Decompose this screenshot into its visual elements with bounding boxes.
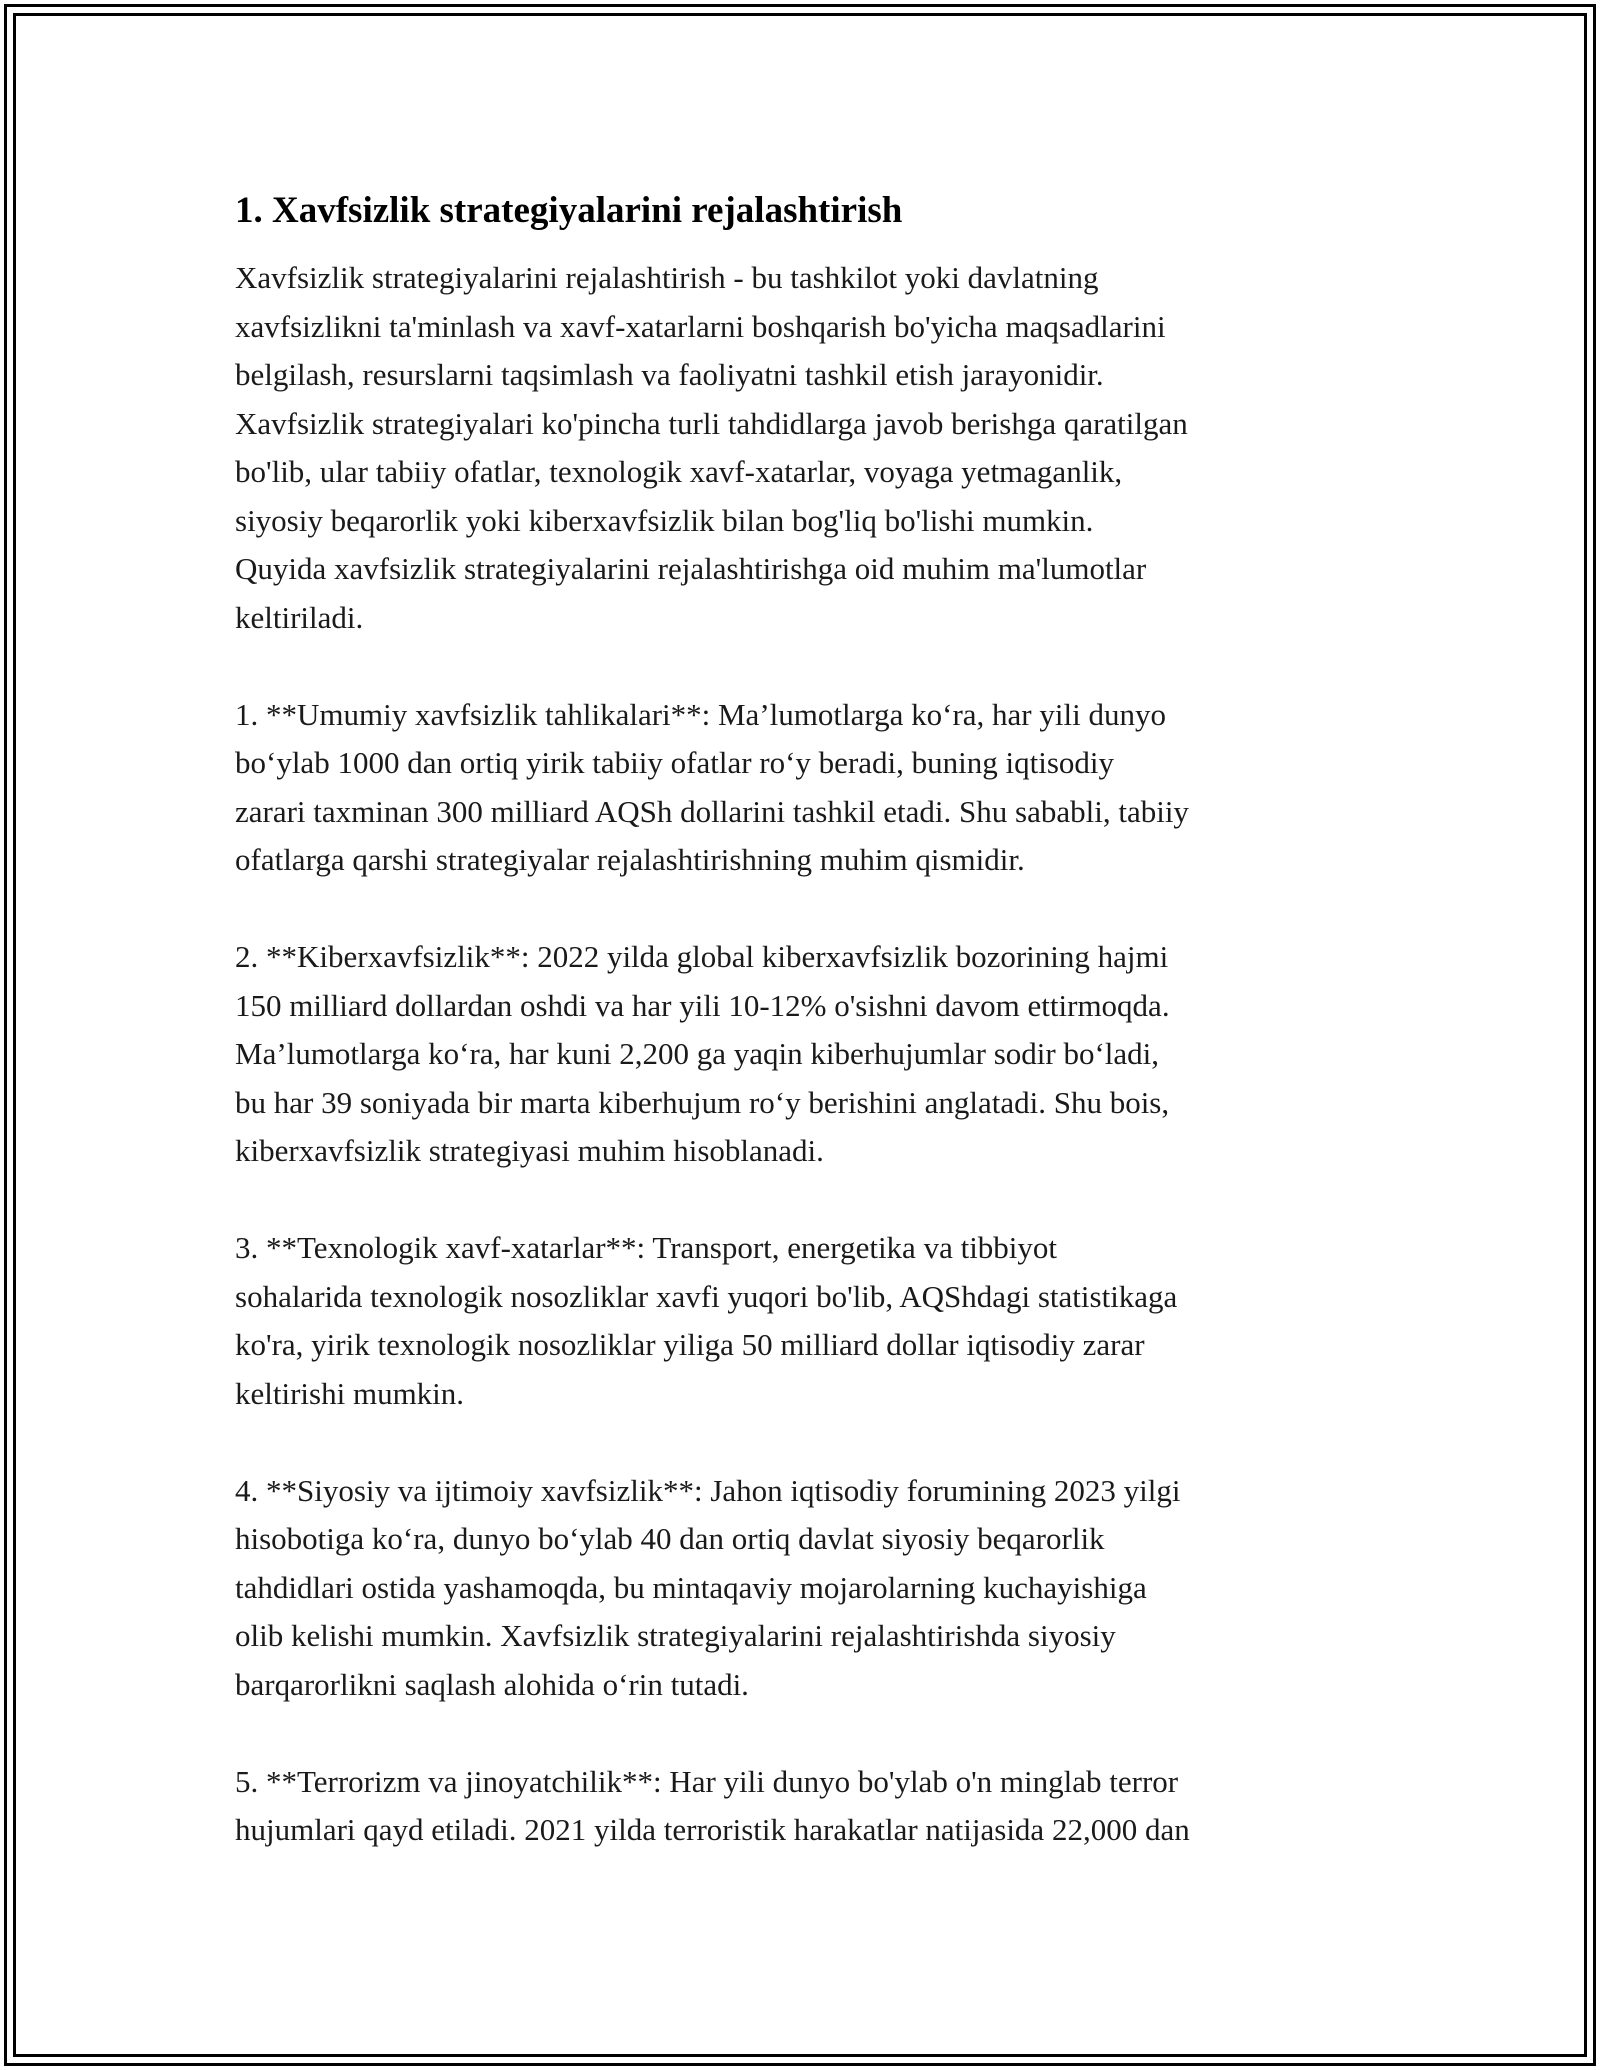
document-body [235,186,1395,1855]
section-title: 1. Xavfsizlik strategiyalarini rejalashtirish [235,190,903,231]
list-item-general-threats: 1. **Umumiy xavfsizlik tahlikalari**: Ma’lumotlarga koʻra, har yili dunyo boʻylab 1000 dan ortiq yirik tabiiy ofatlar roʻy beradi, buning iqtisodiy zarari taxminan 300 milliard AQSh dollarini tashkil etadi. Shu sababli, tabiiy ofatlarga qarshi strategiyalar rejalashtirishning muhim qismidir. [235,696,1189,877]
list-item-political-social-security: 4. **Siyosiy va ijtimoiy xavfsizlik**: Jahon iqtisodiy forumining 2023 yilgi hisobotiga koʻra, dunyo boʻylab 40 dan ortiq davlat siyosiy beqarorlik tahdidlari ostida yashamoqda, bu mintaqaviy mojarolarning kuchayishiga olib kelishi mumkin. Xavfsizlik strategiyalarini rejalashtirishda siyosiy barqarorlikni saqlash alohida oʻrin tutadi. [235,1472,1181,1702]
list-item-cybersecurity: 2. **Kiberxavfsizlik**: 2022 yilda global kiberxavfsizlik bozorining hajmi 150 milliard dollardan oshdi va har yili 10-12% o'sishni davom ettirmoqda. Ma’lumotlarga koʻra, har kuni 2,200 ga yaqin kiberhujumlar sodir boʻladi, bu har 39 soniyada bir marta kiberhujum roʻy berishini anglatadi. Shu bois, kiberxavfsizlik strategiyasi muhim hisoblanadi. [235,939,1170,1168]
intro-paragraph: Xavfsizlik strategiyalarini rejalashtirish - bu tashkilot yoki davlatning xavfsizlikni ta'minlash va xavf-xatarlarni boshqarish bo'yicha maqsadlarini belgilash, resurslarni taqsimlash va faoliyatni tashkil etish jarayonidir. Xavfsizlik strategiyalari ko'pincha turli tahdidlarga javob berishga qaratilgan bo'lib, ular tabiiy ofatlar, texnologik xavf-xatarlar, voyaga yetmaganlik, siyosiy beqarorlik yoki kiberxavfsizlik bilan bog'liq bo'lishi mumkin. Quyida xavfsizlik strategiyalarini rejalashtirishga oid muhim ma'lumotlar keltiriladi. [235,260,1188,635]
list-item-technological-risks: 3. **Texnologik xavf-xatarlar**: Transport, energetika va tibbiyot sohalarida texnologik nosozliklar xavfi yuqori bo'lib, AQShdagi statistikaga ko'ra, yirik texnologik nosozliklar yiliga 50 milliard dollar iqtisodiy zarar keltirishi mumkin. [235,1230,1178,1411]
list-item-terrorism-crime: 5. **Terrorizm va jinoyatchilik**: Har yili dunyo bo'ylab o'n minglab terror hujumlari qayd etiladi. 2021 yilda terroristik harakatlar natijasida 22,000 dan [235,1763,1190,1847]
